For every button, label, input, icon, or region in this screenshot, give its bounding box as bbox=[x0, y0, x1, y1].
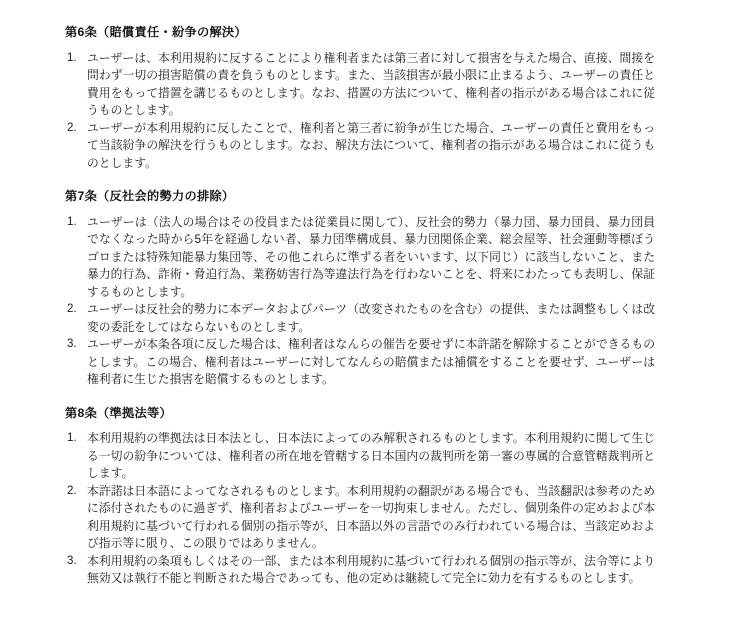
article-8-items bbox=[65, 430, 655, 588]
clause-item bbox=[65, 483, 655, 553]
clause-text: ユーザーは反社会的勢力に本データおよびパーツ（改変されたものを含む）の提供、または調整もしくは改変の委託をしてはならないものとします。 bbox=[87, 302, 655, 334]
clause-number: 3. bbox=[67, 338, 77, 350]
clause-item bbox=[65, 301, 655, 336]
article-7-items bbox=[65, 214, 655, 389]
article-7-heading: 第7条（反社会的勢力の排除） bbox=[65, 189, 235, 203]
article-8-heading: 第8条（準拠法等） bbox=[65, 405, 172, 420]
clause-number: 2. bbox=[67, 121, 77, 134]
clause-text: ユーザーが本条各項に反した場合は、権利者はなんらの催告を要せずに本許諾を解除することができるものとします。この場合、権利者はユーザーに対してなんらの賠償または補償をすることを要せず、ユーザーは権利者に生じた損害を賠償するものとします。 bbox=[87, 337, 655, 386]
article-section-8 bbox=[65, 405, 677, 588]
clause-number: 2. bbox=[67, 484, 77, 497]
clause-item bbox=[65, 430, 655, 483]
clause-text: ユーザーが本利用規約に反したことで、権利者と第三者に紛争が生じた場合、ユーザーの責任と費用をもって当該紛争の解決を行うものとします。なお、解決方法について、権利者の指示がある場合はこれに従うものとします。 bbox=[87, 120, 655, 170]
article-6-items bbox=[65, 50, 655, 173]
clause-item bbox=[65, 214, 655, 302]
clause-item bbox=[65, 120, 655, 173]
clause-text: ユーザーは、本利用規約に反することにより権利者または第三者に対して損害を与えた場合、直接、間接を問わず一切の損害賠償の責を負うものとします。また、当該損害が最小限に止まるよう、ユーザーの責任と費用をもって措置を講じるものとします。なお、措置の方法について、権利者の指示がある場合はこれに従うものとします。 bbox=[87, 50, 655, 117]
article-6-heading: 第6条（賠償責任・紛争の解決） bbox=[65, 25, 247, 39]
clause-item bbox=[65, 50, 655, 120]
clause-text: 本利用規約の条項もしくはその一部、または本利用規約に基づいて行われる個別の指示等が、法令等により無効又は執行不能と判断された場合であっても、他の定めは継続して完全に効力を有するものとします。 bbox=[87, 553, 655, 585]
clause-number: 1. bbox=[67, 215, 77, 228]
clause-item bbox=[65, 336, 655, 389]
clause-number: 1. bbox=[67, 432, 77, 444]
clause-text: 本許諾は日本語によってなされるものとします。本利用規約の翻訳がある場合でも、当該翻訳は参考のために添付されたものに過ぎず、権利者およびユーザーを一切拘束しません。ただし、個別条件の定めおよび本利用規約に基づいて行われる個別の指示等が、日本語以外の言語でのみ行われている場合は、当該定めおよび指示等に限り、この限りではありません。 bbox=[87, 483, 655, 550]
article-section-6 bbox=[65, 24, 677, 172]
clause-number: 3. bbox=[67, 554, 77, 567]
clause-text: ユーザーは（法人の場合はその役員または従業員に関して）、反社会的勢力（暴力団、暴力団員、暴力団員でなくなった時から5年を経過しない者、暴力団準構成員、暴力団関係企業、総会屋等、社会運動等標ぼうゴロまたは特殊知能暴力集団等、その他これらに準ずる者をいいます、以下同じ）に該当しないこと、また暴力的行為、詐術・脅迫行為、業務妨害行為等違法行為を行わないことを、将来にわたっても表明し、保証するものとします。 bbox=[87, 214, 655, 299]
article-section-7 bbox=[65, 188, 677, 389]
clause-number: 1. bbox=[67, 51, 77, 64]
clause-item bbox=[65, 553, 655, 588]
clause-number: 2. bbox=[67, 303, 77, 315]
clause-text: 本利用規約の準拠法は日本法とし、日本法によってのみ解釈されるものとします。本利用規約に関して生じる一切の紛争については、権利者の所在地を管轄する日本国内の裁判所を第一審の専属的合意管轄裁判所とします。 bbox=[87, 431, 655, 480]
